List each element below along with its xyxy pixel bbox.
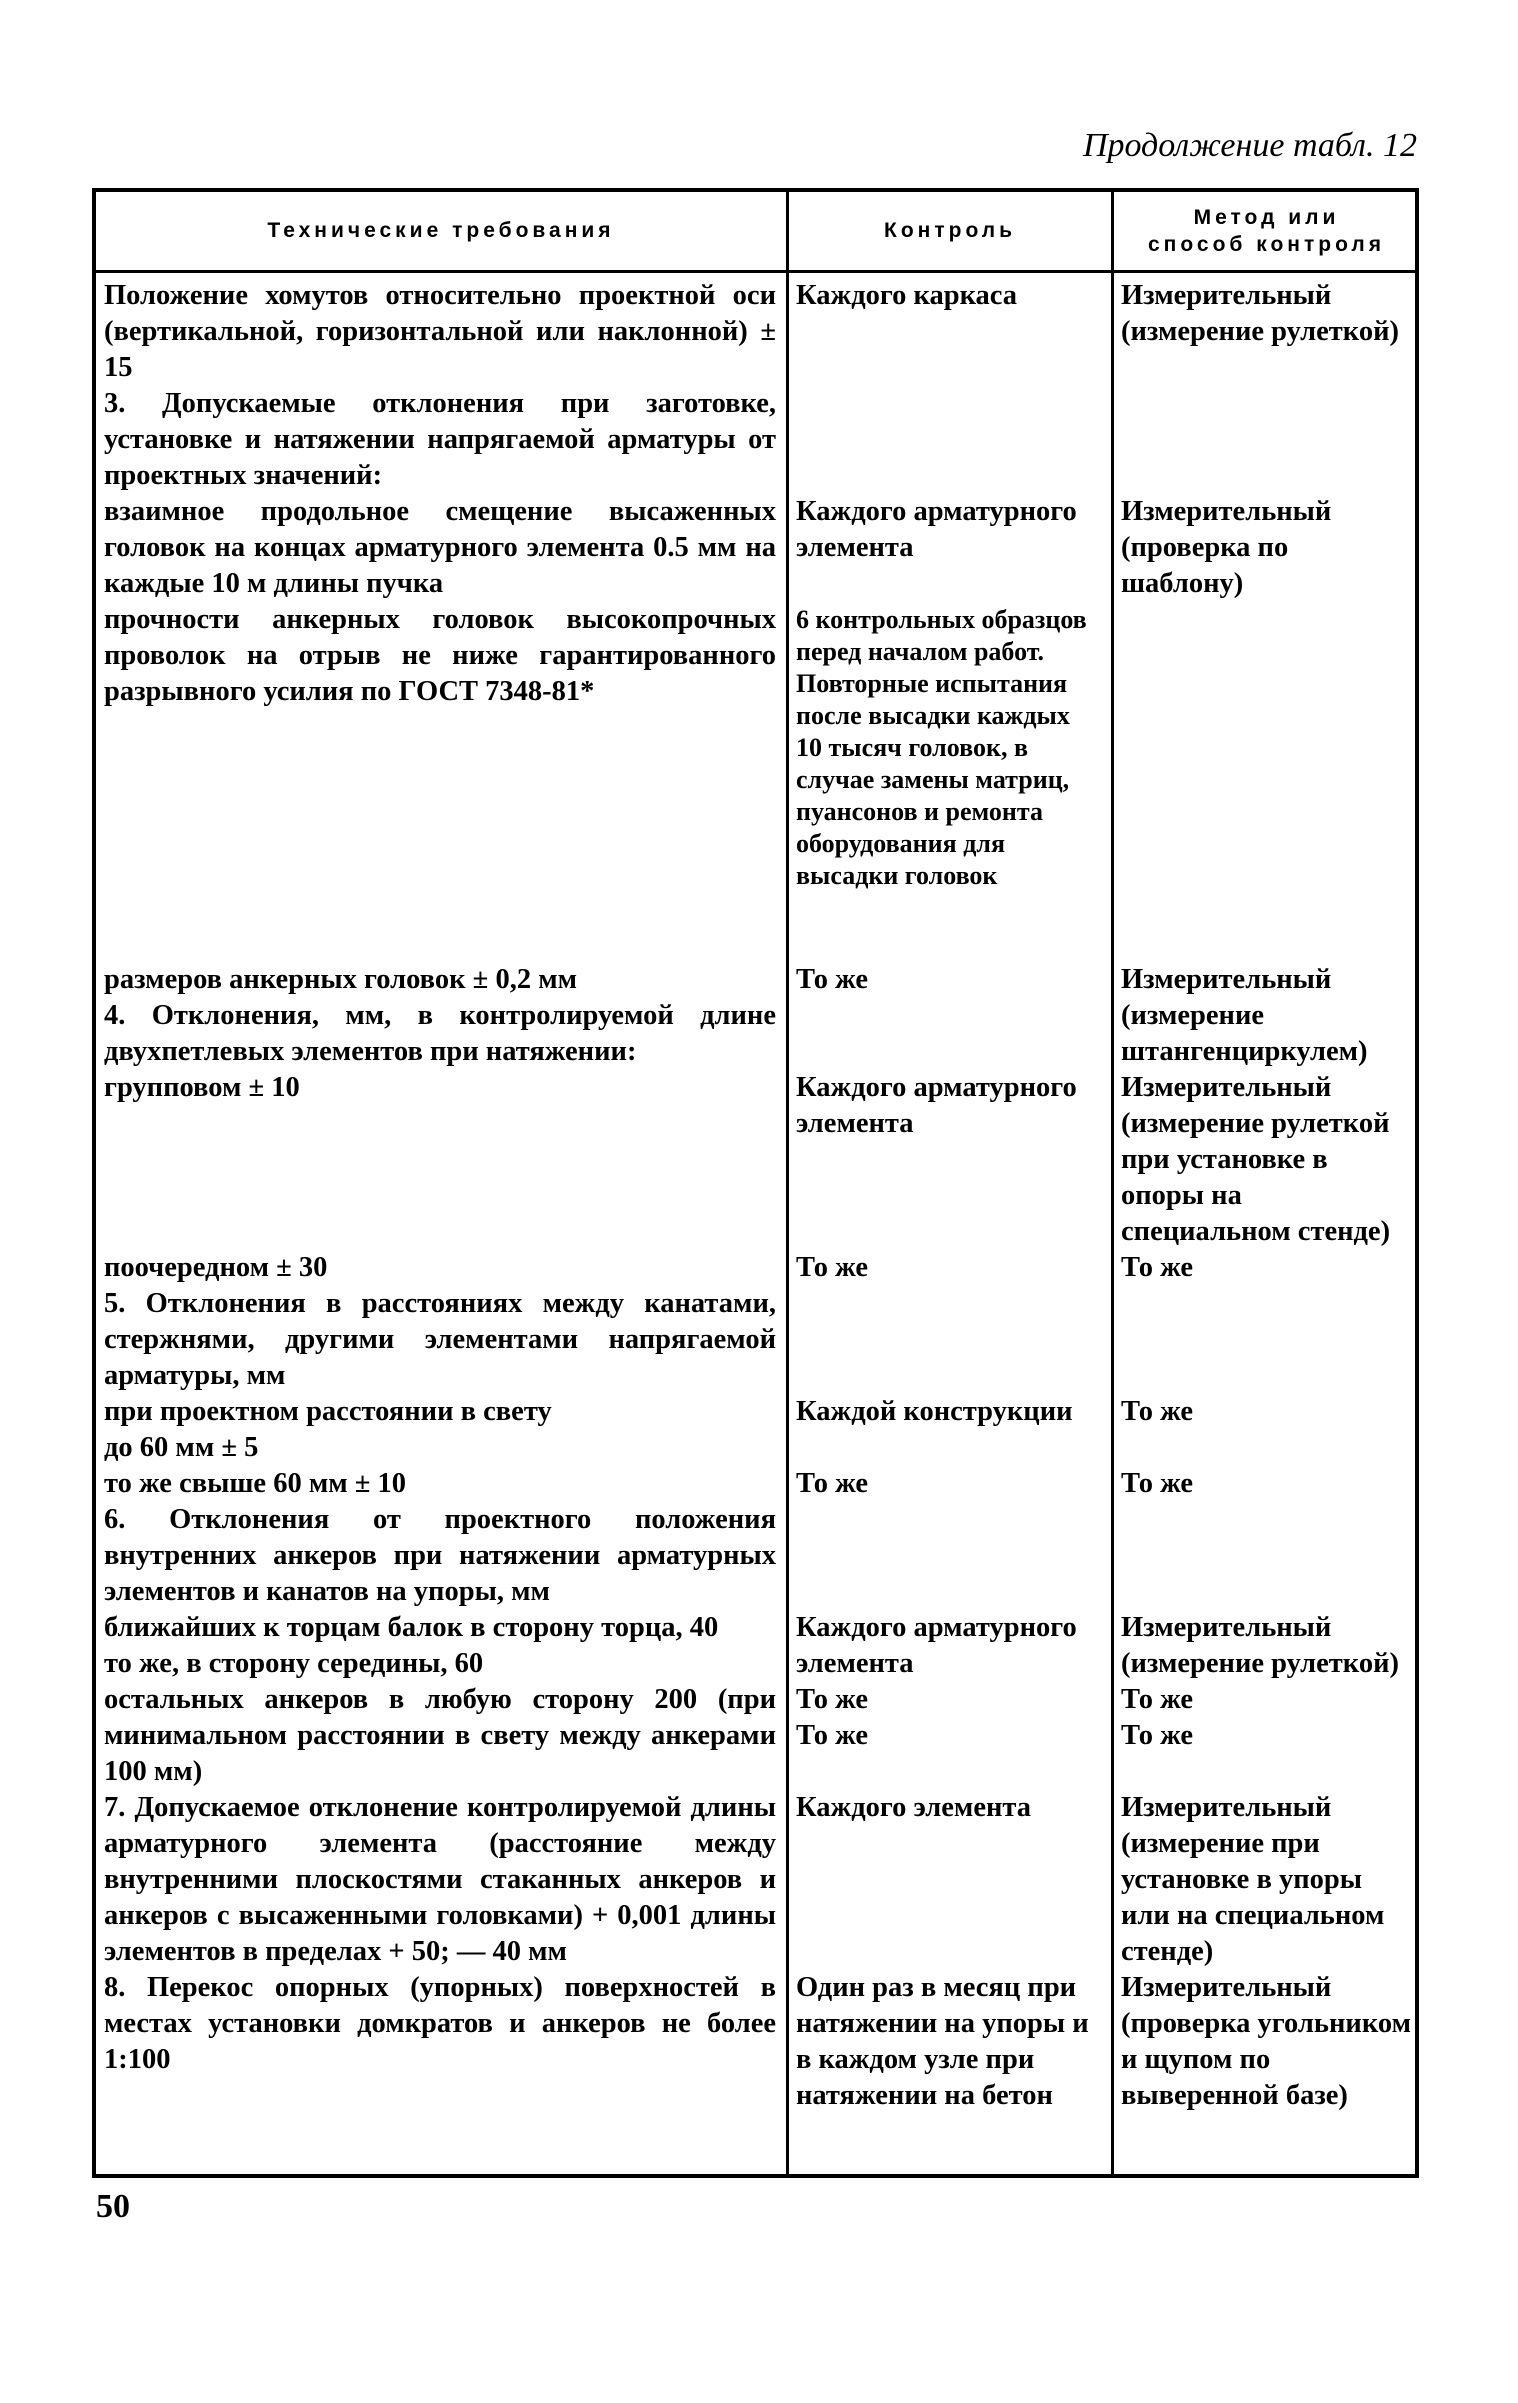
req-anchor-end: ближайших к торцам балок в сторону торца, 40 xyxy=(104,1612,719,1643)
column-divider xyxy=(1111,192,1114,2174)
req-stirrups: Положение хомутов относительно проектной оси (вертикальной, горизонтальной или наклонной) ± 15 xyxy=(104,280,776,383)
ctrl-section-8: Один раз в месяц при натяжении на упоры и в каждом узле при натяжении на бетон xyxy=(796,1972,1089,2111)
req-head-strength: прочности анкерных головок высокопрочных проволок на отрыв не ниже гарантированного разрывного усилия по ГОСТ 7348-81* xyxy=(104,604,776,707)
req-section-3: 3. Допускаемые отклонения при заготовке, установке и натяжении напрягаемой арматуры от проектных значений: xyxy=(104,388,776,491)
header-method-line1: Метод или xyxy=(1193,205,1340,229)
method-anchor-middle: То же xyxy=(1121,1684,1194,1715)
ctrl-head-offset: Каждого арматурного элемента xyxy=(796,496,1077,563)
method-anchor-end: Измерительный (измерение рулеткой) xyxy=(1121,1612,1400,1679)
ctrl-anchor-middle: То же xyxy=(796,1684,869,1715)
ctrl-stirrups: Каждого каркаса xyxy=(796,280,1018,311)
method-spacing-60: То же xyxy=(1121,1396,1194,1427)
ctrl-anchor-other: То же xyxy=(796,1720,869,1751)
req-group-tension: групповом ± 10 xyxy=(104,1072,300,1103)
req-head-offset: взаимное продольное смещение высаженных головок на концах арматурного элемента 0.5 мм на каждые 10 м длины пучка xyxy=(104,496,776,599)
req-section-7: 7. Допускаемое отклонение контролируемой длины арматурного элемента (расстояние между внутренними плоскостями стаканных анкеров и анкеров с высаженными головками) + 0,001 длины элементов в пределах + 50; — 40 мм xyxy=(104,1792,776,1967)
req-spacing-60-line1: при проектном расстоянии в свету xyxy=(104,1396,552,1427)
ctrl-spacing-over-60: То же xyxy=(796,1468,869,1499)
req-head-size: размеров анкерных головок ± 0,2 мм xyxy=(104,964,578,995)
req-sequential-tension: поочередном ± 30 xyxy=(104,1252,328,1283)
method-stirrups: Измерительный (измерение рулеткой) xyxy=(1121,280,1400,347)
req-section-5: 5. Отклонения в расстояниях между канатами, стержнями, другими элементами напрягаемой арматуры, мм xyxy=(104,1288,776,1391)
ctrl-head-size: То же xyxy=(796,964,869,995)
table-caption: Продолжение табл. 12 xyxy=(1082,127,1417,164)
method-section-8: Измерительный (проверка угольником и щупом по выверенной базе) xyxy=(1121,1972,1411,2111)
ctrl-sequential-tension: То же xyxy=(796,1252,869,1283)
header-requirements: Технические требования xyxy=(267,219,615,243)
ctrl-spacing-60: Каждой конструкции xyxy=(796,1396,1073,1427)
ctrl-anchor-end: Каждого арматурного элемента xyxy=(796,1612,1077,1679)
requirements-table xyxy=(92,188,1419,2178)
req-spacing-60 xyxy=(104,1394,776,1466)
ctrl-section-7: Каждого элемента xyxy=(796,1792,1031,1823)
column-divider xyxy=(786,192,789,2174)
req-spacing-over-60: то же свыше 60 мм ± 10 xyxy=(104,1468,407,1499)
header-control: Контроль xyxy=(884,219,1016,243)
method-group-tension: Измерительный (измерение рулеткой при установке в опоры на специальном стенде) xyxy=(1121,1072,1391,1247)
header-method-line2: способ контроля xyxy=(1148,233,1385,256)
header-divider xyxy=(96,270,1415,273)
req-section-8: 8. Перекос опорных (упорных) поверхностей в местах установки домкратов и анкеров не более 1:100 xyxy=(104,1972,776,2075)
req-anchor-other: остальных анкеров в любую сторону 200 (при минимальном расстоянии в свету между анкерами 100 мм) xyxy=(104,1684,776,1787)
req-spacing-60-line2: до 60 мм ± 5 xyxy=(104,1432,259,1463)
method-head-offset: Измерительный (проверка по шаблону) xyxy=(1121,496,1332,599)
method-anchor-other: То же xyxy=(1121,1720,1194,1751)
header-method xyxy=(1114,192,1419,270)
req-section-4: 4. Отклонения, мм, в контролируемой длине двухпетлевых элементов при натяжении: xyxy=(104,1000,776,1067)
method-section-7: Измерительный (измерение при установке в упоры или на специальном стенде) xyxy=(1121,1792,1385,1967)
method-spacing-over-60: То же xyxy=(1121,1468,1194,1499)
method-head-size: Измерительный (измерение штангенциркулем) xyxy=(1121,964,1368,1067)
method-sequential-tension: То же xyxy=(1121,1252,1194,1283)
ctrl-head-strength: 6 контрольных образцов перед началом работ. Повторные испытания после высадки каждых 10 тысяч головок, в случае замены матриц, пуансонов и ремонта оборудования для высадки головок xyxy=(796,605,1087,890)
ctrl-group-tension: Каждого арматурного элемента xyxy=(796,1072,1077,1139)
page-number: 50 xyxy=(96,2188,130,2225)
req-anchor-middle: то же, в сторону середины, 60 xyxy=(104,1648,484,1679)
req-section-6: 6. Отклонения от проектного положения внутренних анкеров при натяжении арматурных элементов и канатов на упоры, мм xyxy=(104,1504,776,1607)
